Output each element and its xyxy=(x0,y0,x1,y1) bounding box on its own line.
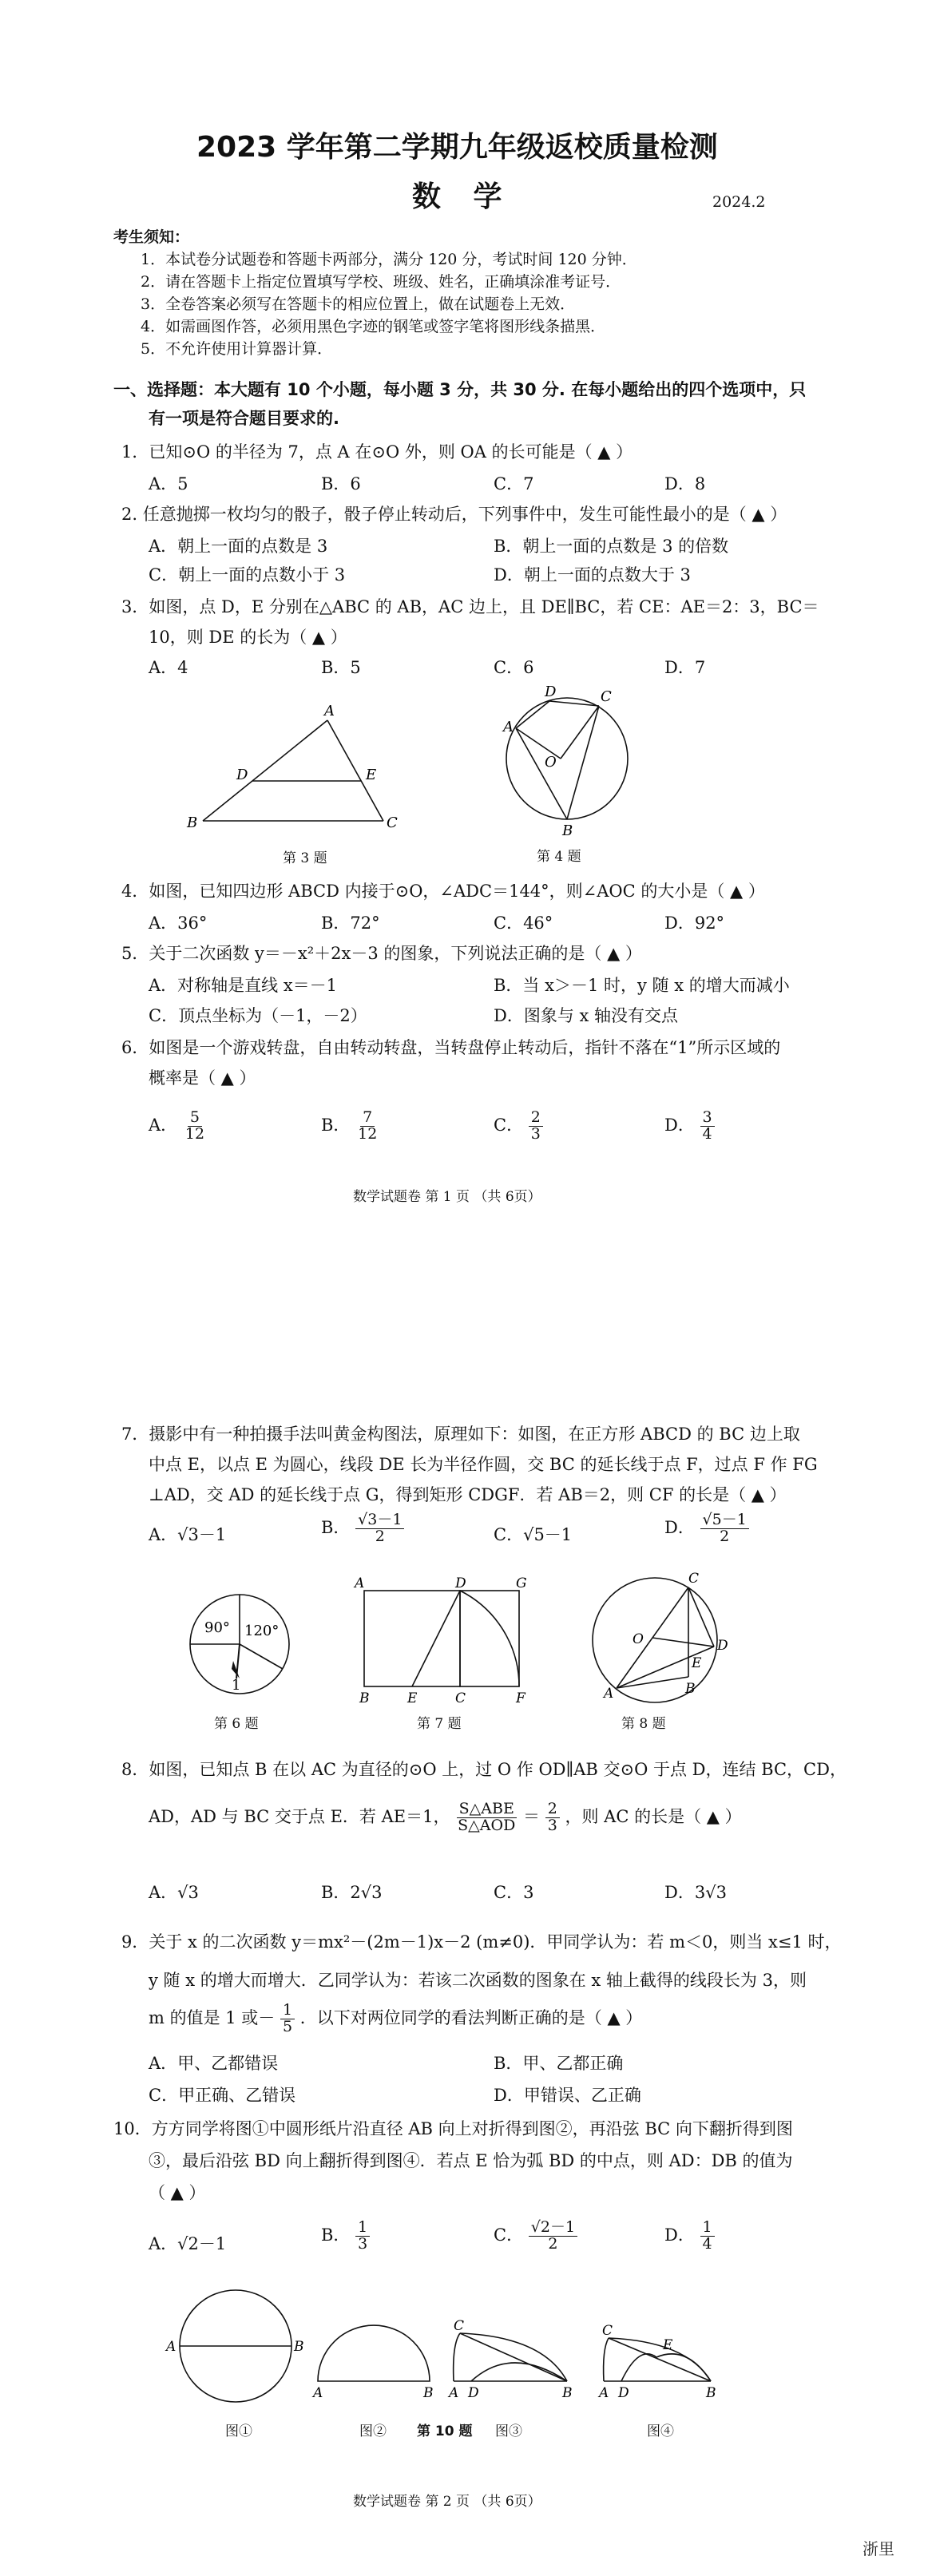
fig10-2-label-B: B xyxy=(423,2385,434,2401)
q5-option-b: B．当 x＞－1 时，y 随 x 的增大而减小 xyxy=(494,976,790,995)
q6-option-b xyxy=(321,1110,379,1143)
q10-stem-cont: ③，最后沿弦 BD 向上翻折得到图④．若点 E 恰为弧 BD 的中点，则 AD：DB 的值为 xyxy=(149,2151,793,2170)
page-footer-2: 数学试题卷 第 2 页 （共 6页） xyxy=(353,2494,541,2510)
q7-option-b xyxy=(321,1512,404,1545)
q1-option-a: A．5 xyxy=(149,474,188,493)
q10-option-d-fraction xyxy=(700,2220,715,2253)
numerator: √2－1 xyxy=(529,2220,577,2237)
denominator: 3 xyxy=(530,1124,541,1143)
q10-option-c-label: C． xyxy=(494,2225,524,2245)
fig10-2-label-A: A xyxy=(313,2385,323,2401)
q1-option-c: C．7 xyxy=(494,474,534,493)
q6-option-d-fraction xyxy=(700,1110,715,1143)
numerator: 1 xyxy=(700,2220,715,2237)
q6-option-a-label: A． xyxy=(149,1115,178,1135)
denominator: 5 xyxy=(283,2017,293,2035)
q6-option-d xyxy=(664,1110,715,1143)
fig3-label-A: A xyxy=(324,703,335,719)
numerator: 1 xyxy=(355,2220,370,2237)
fig10-caption-2: 图② xyxy=(359,2423,387,2439)
q9-text-b: ．以下对两位同学的看法判断正确的是（ ▲ ） xyxy=(299,2007,643,2027)
fig8-label-E: E xyxy=(692,1655,702,1671)
q5-option-c: C．顶点坐标为（－1，－2） xyxy=(149,1006,367,1025)
fig10-caption-main: 第 10 题 xyxy=(417,2423,473,2439)
q4-option-a: A．36° xyxy=(149,913,208,933)
q6-option-a xyxy=(149,1110,207,1143)
q7-stem-cont2: ⊥AD，交 AD 的延长线于点 G，得到矩形 CDGF．若 AB＝2，则 CF 的长是（ ▲ ） xyxy=(149,1485,787,1504)
q8-area-ratio xyxy=(455,1801,518,1834)
q7-stem: 7．摄影中有一种拍摄手法叫黄金构图法，原理如下：如图，在正方形 ABCD 的 BC 边上取 xyxy=(121,1425,800,1444)
q6-option-b-label: B． xyxy=(321,1115,351,1135)
q5-option-a: A．对称轴是直线 x＝－1 xyxy=(149,976,338,995)
q2-option-a: A．朝上一面的点数是 3 xyxy=(149,537,328,556)
figure-7-golden-rectangle xyxy=(347,1576,554,1704)
q6-option-a-fraction xyxy=(183,1110,207,1143)
q4-option-d: D．92° xyxy=(664,913,725,933)
q4-stem: 4．如图，已知四边形 ABCD 内接于⊙O，∠ADC＝144°，则∠AOC 的大小是（ ▲ ） xyxy=(121,882,765,901)
q6-option-c xyxy=(494,1110,543,1143)
q8-stem: 8．如图，已知点 B 在以 AC 为直径的⊙O 上，过 O 作 OD∥AB 交⊙O 于点 D，连结 BC，CD， xyxy=(121,1760,847,1779)
notice-item: 1．本试卷分试题卷和答题卡两部分，满分 120 分，考试时间 120 分钟． xyxy=(141,251,637,268)
numerator: √5－1 xyxy=(700,1512,749,1529)
fig10-4-label-A: A xyxy=(599,2385,609,2401)
q2-option-b: B．朝上一面的点数是 3 的倍数 xyxy=(494,537,729,556)
figure-6-spinner xyxy=(176,1584,303,1704)
q7-stem-cont: 中点 E，以点 E 为圆心，线段 DE 长为半径作圆，交 BC 的延长线于点 F，过点 F 作 FG xyxy=(149,1455,818,1474)
q8-ratio-value xyxy=(545,1801,560,1834)
q6-stem: 6．如图是一个游戏转盘，自由转动转盘，当转盘停止转动后，指针不落在“1”所示区域的 xyxy=(121,1038,781,1057)
q7-option-c: C．√5－1 xyxy=(494,1525,573,1544)
q10-stem-cont2: （ ▲ ） xyxy=(149,2183,206,2202)
q8-text-c: ，则 AC 的长是（ ▲ ） xyxy=(565,1806,742,1826)
q9-stem-cont2 xyxy=(149,2003,642,2035)
section-heading-cont: 有一项是符合题目要求的. xyxy=(149,409,339,428)
fig10-3-label-D: D xyxy=(468,2385,479,2401)
fig3-label-B: B xyxy=(187,814,198,831)
fig10-4-label-E: E xyxy=(663,2337,673,2353)
numerator: 5 xyxy=(188,1110,202,1127)
numerator: 1 xyxy=(280,2003,295,2019)
q6-option-c-fraction xyxy=(529,1110,543,1143)
figure-8-circle xyxy=(580,1565,740,1712)
fig8-label-O: O xyxy=(633,1631,644,1647)
q8-option-a: A．√3 xyxy=(149,1883,199,1902)
fig4-label-C: C xyxy=(601,688,612,705)
fig3-label-D: D xyxy=(236,767,248,783)
q5-stem: 5．关于二次函数 y＝－x²＋2x－3 的图象，下列说法正确的是（ ▲ ） xyxy=(121,944,642,963)
fig10-3-label-A: A xyxy=(449,2385,459,2401)
q3-stem-cont: 10，则 DE 的长为（ ▲ ） xyxy=(149,628,347,647)
q10-option-b xyxy=(321,2220,370,2253)
q1-option-d: D．8 xyxy=(664,474,706,493)
fig4-label-B: B xyxy=(562,822,573,838)
denominator: 3 xyxy=(358,2234,368,2253)
q3-stem: 3．如图，点 D，E 分别在△ABC 的 AB，AC 边上，且 DE∥BC，若 CE：AE＝2：3，BC＝ xyxy=(121,597,819,616)
q4-option-c: C．46° xyxy=(494,913,553,933)
exam-date: 2024.2 xyxy=(712,193,766,211)
q10-option-d-label: D． xyxy=(664,2225,695,2245)
denominator: 2 xyxy=(720,1527,730,1545)
q10-option-c-fraction xyxy=(529,2220,577,2253)
q4-option-b: B．72° xyxy=(321,913,380,933)
q7-option-d-label: D． xyxy=(664,1517,695,1537)
q9-stem-cont: y 随 x 的增大而增大．乙同学认为：若该二次函数的图象在 x 轴上截得的线段长为 3，则 xyxy=(149,1971,807,1990)
numerator: 2 xyxy=(545,1801,560,1818)
figure-3-triangle xyxy=(184,687,423,838)
fig10-1-label-B: B xyxy=(294,2339,304,2355)
fig7-label-E: E xyxy=(407,1690,418,1704)
fig8-label-D: D xyxy=(717,1638,728,1654)
page-footer-1: 数学试题卷 第 1 页 （共 6页） xyxy=(353,1189,541,1205)
notice-heading: 考生须知： xyxy=(113,228,190,246)
q8-text-a: AD，AD 与 BC 交于点 E．若 AE＝1， xyxy=(149,1806,450,1826)
denominator: 2 xyxy=(548,2234,558,2253)
fig4-caption: 第 4 题 xyxy=(537,849,581,865)
q10-stem: 10．方方同学将图①中圆形纸片沿直径 AB 向上对折得到图②，再沿弦 BC 向下翻折得到图 xyxy=(113,2119,793,2138)
fig10-3-label-C: C xyxy=(454,2318,465,2334)
q6-option-c-label: C． xyxy=(494,1115,524,1135)
fig7-caption: 第 7 题 xyxy=(417,1716,462,1732)
denominator: 2 xyxy=(375,1527,385,1545)
q1-stem: 1．已知⊙O 的半径为 7，点 A 在⊙O 外，则 OA 的长可能是（ ▲ ） xyxy=(121,442,633,462)
q9-fraction xyxy=(280,2003,295,2035)
fig10-4-label-D: D xyxy=(618,2385,629,2401)
watermark-text: 浙里 xyxy=(863,2539,894,2558)
q8-stem-cont xyxy=(149,1801,742,1834)
fig6-region-1: 1 xyxy=(232,1677,241,1694)
q10-option-c xyxy=(494,2220,577,2253)
q9-option-b: B．甲、乙都正确 xyxy=(494,2054,624,2073)
subject-title: 数 学 xyxy=(412,180,514,213)
q9-option-c: C．甲正确、乙错误 xyxy=(149,2086,296,2105)
numerator: 2 xyxy=(529,1110,543,1127)
q7-option-b-label: B． xyxy=(321,1517,351,1537)
fig6-angle-120: 120° xyxy=(244,1623,280,1639)
fig10-1-label-A: A xyxy=(166,2339,176,2355)
q8-option-d: D．3√3 xyxy=(664,1883,727,1902)
fig8-caption: 第 8 题 xyxy=(621,1716,666,1732)
fig8-label-B: B xyxy=(685,1681,696,1697)
q8-equals: ＝ xyxy=(523,1806,541,1826)
numerator: S△ABE xyxy=(457,1801,517,1818)
fig8-label-C: C xyxy=(688,1571,700,1587)
fig7-label-B: B xyxy=(359,1690,370,1704)
notice-item: 3．全卷答案必须写在答题卡的相应位置上，做在试题卷上无效． xyxy=(141,295,576,313)
fig10-3-label-B: B xyxy=(562,2385,573,2401)
q8-option-b: B．2√3 xyxy=(321,1883,383,1902)
numerator: 3 xyxy=(700,1110,715,1127)
denominator: 12 xyxy=(184,1124,205,1143)
fig8-label-A: A xyxy=(604,1686,614,1702)
fig7-label-G: G xyxy=(516,1576,527,1591)
fig7-label-A: A xyxy=(355,1576,365,1591)
q9-option-d: D．甲错误、乙正确 xyxy=(494,2086,641,2105)
fig10-4-label-C: C xyxy=(602,2323,613,2339)
fig10-4-label-B: B xyxy=(706,2385,716,2401)
numerator: √3－1 xyxy=(355,1512,404,1529)
q2-option-d: D．朝上一面的点数大于 3 xyxy=(494,565,691,585)
q2-option-c: C．朝上一面的点数小于 3 xyxy=(149,565,346,585)
q10-option-b-label: B． xyxy=(321,2225,351,2245)
fig10-caption-4: 图④ xyxy=(647,2423,674,2439)
section-heading: 一、选择题：本大题有 10 个小题，每小题 3 分，共 30 分. 在每小题给出的四个选项中，只 xyxy=(113,380,807,399)
figure-10-folding xyxy=(160,2289,751,2408)
denominator: 4 xyxy=(702,1124,712,1143)
q9-stem: 9．关于 x 的二次函数 y＝mx²－(2m－1)x－2 (m≠0)．甲同学认为：若 m＜0，则当 x≤1 时， xyxy=(121,1932,842,1952)
fig4-label-D: D xyxy=(545,684,557,700)
q6-option-d-label: D． xyxy=(664,1115,695,1135)
fig6-angle-90: 90° xyxy=(204,1619,230,1636)
exam-title: 2023 学年第二学期九年级返校质量检测 xyxy=(196,131,718,164)
fig3-label-E: E xyxy=(366,767,377,783)
fig4-label-A: A xyxy=(503,719,514,735)
fig4-label-O: O xyxy=(545,754,557,771)
q9-option-a: A．甲、乙都错误 xyxy=(149,2054,279,2073)
q7-option-b-fraction xyxy=(355,1512,404,1545)
figure-4-circle xyxy=(487,679,647,838)
q7-option-d-fraction xyxy=(700,1512,749,1545)
q7-option-d xyxy=(664,1512,749,1545)
q3-option-c: C．6 xyxy=(494,658,534,677)
q1-option-b: B．6 xyxy=(321,474,361,493)
fig10-caption-3: 图③ xyxy=(495,2423,522,2439)
fig7-label-C: C xyxy=(455,1690,466,1704)
q9-text-a: m 的值是 1 或－ xyxy=(149,2007,276,2027)
numerator: 7 xyxy=(360,1110,375,1127)
notice-item: 2．请在答题卡上指定位置填写学校、班级、姓名，正确填涂准考证号． xyxy=(141,273,621,291)
fig3-label-C: C xyxy=(387,814,398,831)
q10-option-a: A．√2－1 xyxy=(149,2234,227,2253)
notice-item: 5．不允许使用计算器计算． xyxy=(141,340,333,358)
denominator: 3 xyxy=(547,1816,557,1834)
q8-option-c: C．3 xyxy=(494,1883,534,1902)
q7-option-a: A．√3－1 xyxy=(149,1525,227,1544)
q3-option-d: D．7 xyxy=(664,658,706,677)
q2-stem: 2. 任意抛掷一枚均匀的骰子，骰子停止转动后，下列事件中，发生可能性最小的是（ ▲ ） xyxy=(121,505,787,524)
denominator: 4 xyxy=(702,2234,712,2253)
q3-option-b: B．5 xyxy=(321,658,361,677)
fig6-caption: 第 6 题 xyxy=(214,1716,259,1732)
fig7-label-F: F xyxy=(516,1690,525,1704)
fig3-caption: 第 3 题 xyxy=(283,850,327,866)
q10-option-d xyxy=(664,2220,715,2253)
denominator: S△AOD xyxy=(458,1816,516,1834)
fig10-caption-1: 图① xyxy=(225,2423,252,2439)
fig7-label-D: D xyxy=(455,1576,466,1591)
q6-option-b-fraction xyxy=(355,1110,379,1143)
q6-stem-cont: 概率是（ ▲ ） xyxy=(149,1068,256,1088)
q3-option-a: A．4 xyxy=(149,658,188,677)
notice-item: 4．如需画图作答，必须用黑色字迹的钢笔或签字笔将图形线条描黑． xyxy=(141,318,606,335)
q5-option-d: D．图象与 x 轴没有交点 xyxy=(494,1006,679,1025)
q10-option-b-fraction xyxy=(355,2220,370,2253)
denominator: 12 xyxy=(358,1124,378,1143)
